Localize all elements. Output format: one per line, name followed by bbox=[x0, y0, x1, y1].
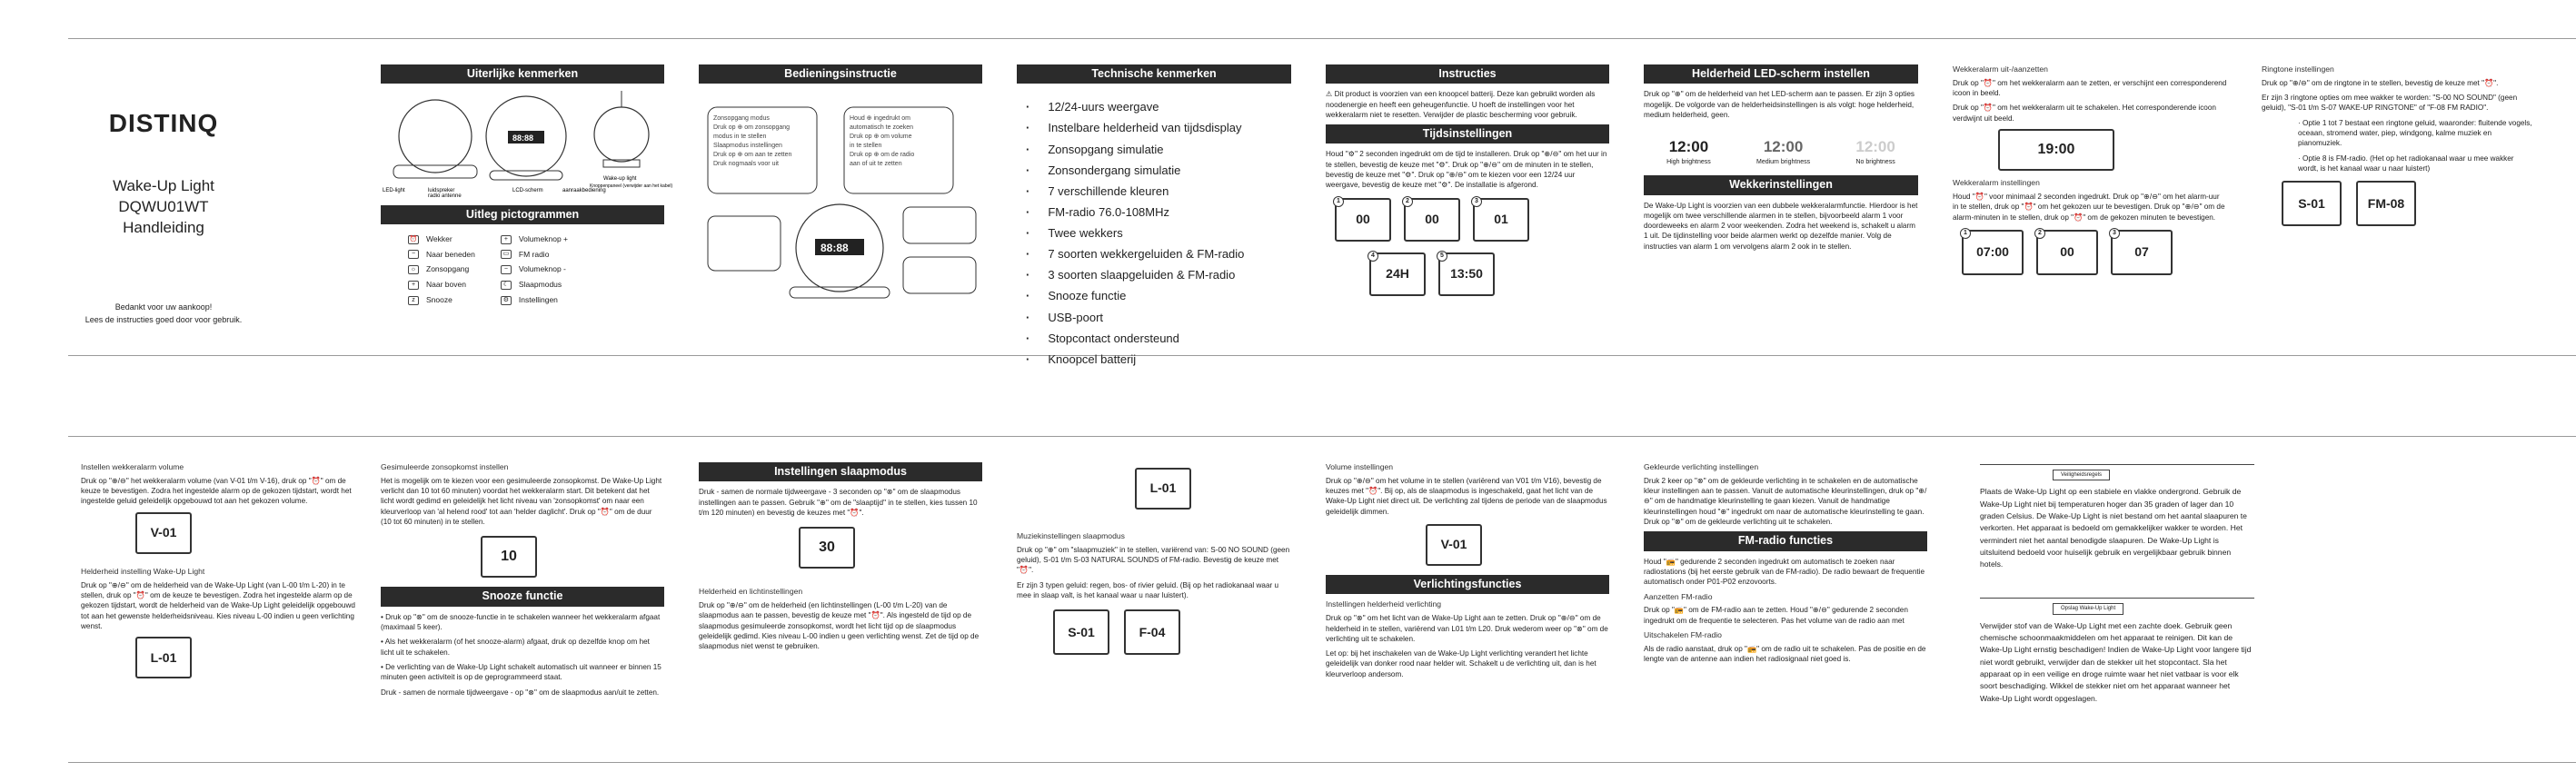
fm-on-title: Aanzetten FM-radio bbox=[1644, 591, 1713, 601]
svg-text:Druk nogmaals voor uit: Druk nogmaals voor uit bbox=[713, 161, 779, 168]
safety-tag: Veiligheidsregels bbox=[2053, 470, 2110, 480]
alarm-toggle-panel bbox=[1940, 39, 2240, 355]
legend-label: FM radio bbox=[518, 249, 550, 259]
lcd-screen: 1 07:00 bbox=[1962, 230, 2024, 275]
volume-alarm-panel bbox=[68, 437, 377, 762]
product-model: Wake-Up Light DQWU01WT bbox=[113, 176, 214, 215]
tech-item: · Zonsopgang simulatie bbox=[1026, 139, 1291, 160]
alarm-volume-text: Druk op "⊕/⊖" het wekkeralarm volume (van V-01 t/m V-16), druk op "⏰" om de keuze te bevestigen. Zodra het ingestelde alarm op de gekozen tijdstart, wordt het ingestelde geluid geleidelijk opgebouwd tot aan het gekozen volume. bbox=[81, 476, 352, 506]
alarm-set-screens bbox=[1962, 230, 2227, 275]
brightness-time: 12:00 bbox=[1668, 138, 1709, 156]
lcd-value: 10 bbox=[501, 549, 517, 565]
sunrise-text: Het is mogelijk om te kiezen voor een gesimuleerde zonsopkomst. De Wake-Up Light verlicht dan 10 tot 60 minuten) voordat het wekkeralarm start. Dit betekent dat het licht wordt gedimd en geleidelijk het licht niveau van 'zonsopkomst' om naar een kleurverloop van 'al helend rood' tot aan 'helder daglicht'. Druk op "⏰" om de duur (10 tot 60 minuten) in te stellen. bbox=[381, 476, 662, 527]
radio-icon: ▭ bbox=[501, 250, 512, 259]
lcd-screen bbox=[799, 527, 855, 569]
lcd-value: L-01 bbox=[150, 649, 177, 665]
lcd-value: 30 bbox=[819, 539, 835, 556]
svg-text:88:88: 88:88 bbox=[512, 134, 534, 144]
led-title: Helderheid LED-scherm instellen bbox=[1644, 64, 1918, 84]
tech-item: · USB-poort bbox=[1026, 307, 1291, 328]
color-light-text: Druk 2 keer op "⊗" om de gekleurde verlichting in te schakelen en de automatische kleur instellingen aan te passen. Vanuit de automatische kleurinstellingen, druk op "⊕/⊖" om de handmatige kleurinstelling te gaan kiezen. Vanuit de handmatige kleurinstellingen houd "⊕" ingedrukt om naar de automatische kleurinstelling te gaan. Druk op "⊗" om de gekleurde verlichting uit te schakelen. bbox=[1644, 476, 1927, 527]
fm-text: Houd "📻" gedurende 2 seconden ingedrukt om automatisch te zoeken naar radiostations (bij het eerste gebruik van de FM-radio). De radio bewaart de frequentie automatisch onder P01-P02 enzovoorts. bbox=[1644, 557, 1925, 587]
svg-text:Druk op ⊕ om zonsopgang: Druk op ⊕ om zonsopgang bbox=[713, 124, 791, 132]
legend-row bbox=[408, 234, 475, 245]
tech-item: · Stopcontact ondersteund bbox=[1026, 328, 1291, 349]
lcd-value: 07 bbox=[2134, 244, 2149, 260]
product-name bbox=[81, 176, 246, 239]
legend-label: Naar boven bbox=[426, 279, 466, 289]
volume-screen-wrap bbox=[1426, 524, 1609, 566]
light-functions-text: Druk op "⊗" om het licht van de Wake-Up Light aan te zetten. Druk op "⊕/⊖" om de helderheid in te stellen, variërend van L01 t/m L20. Druk wederom weer op "⊗" om de verlichting uit te schakelen. bbox=[1326, 614, 1608, 643]
ringtone-option1: · Optie 1 tot 7 bestaat een ringtone geluid, waaronder: fluitende vogels, oceaan, stromend water, piep, windgong, kalme muziek en pianomuziek. bbox=[2298, 118, 2532, 148]
ringtone-screens bbox=[2282, 181, 2536, 226]
operation-diagram bbox=[699, 89, 982, 307]
ringtone-text2: Er zijn 3 ringtone opties om mee wakker te worden: "S-00 NO SOUND" (geen geluid), "S-01 t/m S-07 WAKE-UP RINGTONE" of "F-08 FM RADIO". bbox=[2262, 94, 2518, 113]
sleep-icon: ☾ bbox=[501, 281, 512, 290]
brightness-caption: Medium brightness bbox=[1755, 158, 1811, 165]
ringtone-title: Ringtone instellingen bbox=[2262, 64, 2334, 74]
volume-down-icon: − bbox=[501, 265, 512, 274]
fm-title: FM-radio functies bbox=[1644, 531, 1927, 550]
time-text: Houd "⚙" 2 seconden ingedrukt om de tijd te installeren. Druk op "⊕/⊖" om het uur in te stellen, bevestig de keuze met "⚙". Druk op "⊕/⊖" om de minuten in te stellen, bevestig de keuze met "⚙". Druk op "⊕/⊖" om te kiezen voor een 12/24 uur weergave, bevestig de keuze met "⚙". De installatie is afgerond. bbox=[1326, 150, 1607, 190]
lcd-screen: 2 00 bbox=[1404, 198, 1460, 242]
lcd-screen bbox=[481, 536, 537, 578]
safety-box bbox=[1980, 464, 2254, 570]
sleep-title: Instellingen slaapmodus bbox=[699, 462, 982, 481]
lcd-value: L-01 bbox=[1149, 480, 1177, 496]
brand-logo: DISTINQ bbox=[108, 109, 219, 137]
external-features-title: Uiterlijke kenmerken bbox=[381, 64, 664, 84]
legend-row bbox=[501, 250, 568, 261]
alarm-set-title: Wekkeralarm instellingen bbox=[1953, 178, 2040, 188]
manual-sheet-back bbox=[68, 436, 2576, 763]
svg-text:Druk op ⊕ om aan te zetten: Druk op ⊕ om aan te zetten bbox=[713, 152, 792, 159]
label-speaker: luidspreker bbox=[428, 188, 455, 194]
safety-panel bbox=[1967, 437, 2267, 762]
fm-on-text: Druk op "📻" om de FM-radio aan te zetten. Houd "⊕/⊖" gedurende 2 seconden ingedrukt om de frequentie te selecteren. Pas het volume van de radio aan met bbox=[1644, 606, 1908, 625]
svg-text:aan of uit te zetten: aan of uit te zetten bbox=[850, 161, 902, 168]
svg-text:Houd ⊕ ingedrukt om: Houd ⊕ ingedrukt om bbox=[850, 115, 910, 123]
storage-text: Verwijder stof van de Wake-Up Light met een zachte doek. Gebruik geen chemische schoonmaakmiddelen om het apparaat te reinigen. Dit kan de Wake-Up Light ernstig beschadigen! Indien de Wake-Up Light voor langere tijd niet wordt gebruikt, verwijder dan de stekker uit het stopcontact. Sla het apparaat op in een veilige en droge ruimte waar het niet vatbaar is voor elk soort beschadiging. Wikkel de stekker niet om het apparaat wanneer het Wake-Up Light wordt opgeslagen. bbox=[1980, 620, 2252, 703]
legend-label: Instellingen bbox=[518, 294, 558, 304]
brightness-high bbox=[1666, 136, 1711, 166]
legend-row bbox=[501, 234, 568, 245]
brightness-examples bbox=[1644, 136, 1918, 166]
brightness-caption: High brightness bbox=[1666, 158, 1711, 165]
lcd-screen: 2 00 bbox=[2036, 230, 2098, 275]
legend-label: Naar beneden bbox=[426, 249, 475, 259]
legend-label: Volumeknop + bbox=[518, 233, 568, 243]
sleep-music-screens bbox=[1053, 609, 1291, 655]
lcd-value: 00 bbox=[1425, 212, 1439, 227]
legend-label: Snooze bbox=[426, 294, 453, 304]
sleep-light-title: Helderheid en lichtinstellingen bbox=[699, 587, 803, 597]
label-touch: aanraakbediening bbox=[562, 188, 606, 194]
legend-row bbox=[501, 264, 568, 275]
snooze-text4: Druk - samen de normale tijdweergave - op "⊗" om de slaapmodus aan/uit te zetten. bbox=[381, 688, 660, 697]
lcd-value: 07:00 bbox=[1976, 244, 2009, 260]
brightness-time: 12:00 bbox=[1855, 138, 1895, 156]
lcd-screen bbox=[135, 637, 192, 678]
brightness-caption: No brightness bbox=[1855, 158, 1895, 165]
instructions-text: ⚠ Dit product is voorzien van een knoopcel batterij. Deze kan gebruikt worden als noodenergie en heeft een geheugenfunctie. U hoeft de instellingen voor het wekkeralarm niet te resetten. Verwijder de plastic bescherming voor gebruik. bbox=[1326, 90, 1596, 119]
light-functions-text2: Let op: bij het inschakelen van de Wake-Up Light verlichting verandert het lichte geleidelijk van donker rood naar helder wit. Schakelt u de verlichting uit, dan is het kleurverloop andersom. bbox=[1326, 649, 1596, 678]
safety-text: Plaats de Wake-Up Light op een stabiele en vlakke ondergrond. Gebruik de Wake-Up Light niet bij temperaturen hoger dan 35 graden of lager dan 10 graden Celsius. De Wake-Up Light is niet bestand om het aantal slaapuren te verkorten. Het apparaat is bedoeld om gemakkelijker wakker te worden. Het vermindert niet het aantal benodigde slaapuren. De Wake-Up Light is uitsluitend bedoeld voor huiselijk gebruik en vergelijkbaar gebruik binnen hotels. bbox=[1980, 487, 2247, 569]
svg-text:Druk op ⊕ om volume: Druk op ⊕ om volume bbox=[850, 134, 912, 141]
tech-item: · Snooze functie bbox=[1026, 285, 1291, 306]
svg-text:Zonsopgang modus: Zonsopgang modus bbox=[713, 115, 770, 123]
tech-item: · Knoopcel batterij bbox=[1026, 349, 1291, 370]
settings-icon: ⚙ bbox=[501, 296, 512, 305]
legend-row bbox=[408, 280, 475, 291]
lcd-screen bbox=[2356, 181, 2416, 226]
alarm-set-text: Houd "⏰" voor minimaal 2 seconden ingedrukt. Druk op "⊕/⊖" om het alarm-uur in te stellen, druk op "⏰" om het gekozen uur te bevestigen. Druk op "⊕/⊖" om de alarm-minuten in te stellen, druk op "⏰" om de gekozen minuten te bevestigen. bbox=[1953, 192, 2225, 222]
thanks-line-2: Lees de instructies goed door voor gebruik. bbox=[85, 314, 243, 324]
storage-box bbox=[1980, 598, 2254, 704]
sunrise-panel bbox=[368, 437, 677, 762]
legend-label: Volumeknop - bbox=[518, 264, 566, 274]
lcd-screen bbox=[1998, 129, 2114, 171]
tech-item: · 12/24-uurs weergave bbox=[1026, 96, 1291, 117]
svg-text:modus in te stellen: modus in te stellen bbox=[713, 134, 767, 141]
led-panel bbox=[1631, 39, 1931, 355]
lcd-screen: 3 07 bbox=[2111, 230, 2173, 275]
external-features-panel bbox=[368, 39, 677, 355]
alarm-toggle-screen-wrap bbox=[1998, 129, 2227, 171]
lcd-value: F-04 bbox=[1139, 624, 1166, 639]
brightness-setting-screen-wrap bbox=[135, 637, 364, 678]
storage-tag: Opslag Wake-Up Light bbox=[2053, 603, 2123, 614]
svg-text:88:88: 88:88 bbox=[821, 242, 849, 255]
ringtone-option2: · Optie 8 is FM-radio. (Het op het radiokanaal waar u mee wakker wordt, is het kanaal waar u naar luistert) bbox=[2298, 153, 2514, 173]
time-title: Tijdsinstellingen bbox=[1326, 124, 1609, 144]
volume-title: Volume instellingen bbox=[1326, 462, 1394, 471]
lcd-value: 01 bbox=[1494, 212, 1508, 227]
lcd-screen bbox=[135, 512, 192, 554]
svg-text:automatisch te zoeken: automatisch te zoeken bbox=[850, 124, 914, 132]
snooze-text3: • De verlichting van de Wake-Up Light schakelt automatisch uit wanneer er binnen 15 minuten geen activiteit is op de geprogrammeerd staat. bbox=[381, 662, 661, 682]
alarm-volume-screen-wrap bbox=[135, 512, 364, 554]
legend-label: Zonsopgang bbox=[426, 264, 470, 274]
sleep-music-title: Muziekinstellingen slaapmodus bbox=[1017, 531, 1125, 540]
legend-label: Wekker bbox=[426, 233, 453, 243]
tech-item: · Instelbare helderheid van tijdsdisplay bbox=[1026, 117, 1291, 138]
lcd-value: 00 bbox=[2060, 244, 2074, 260]
tech-item: · Zonsondergang simulatie bbox=[1026, 160, 1291, 181]
sunrise-title: Gesimuleerde zonsopkomst instellen bbox=[381, 462, 509, 471]
alarm-toggle-title: Wekkeralarm uit-/aanzetten bbox=[1953, 64, 2048, 74]
lcd-value: 13:50 bbox=[1450, 266, 1483, 282]
sleep-panel bbox=[686, 437, 995, 762]
lcd-value: V-01 bbox=[1440, 537, 1467, 552]
sleep-light-text: Druk op "⊕/⊖" om de helderheid (en lichtinstellingen (L-00 t/m L-20) van de slaapmodus aan te passen, bevestig de keuze met "⏰". Als ingesteld de tijd op de slaapmodus gesimuleerde zonsopkomst, wordt het licht tijd op de slaapmodus geleidelijk gedimd. Kies niveau L-00 indien u geen verlichting wenst. Zet de tijd op de slaapmodus niet wenst te gebruiken. bbox=[699, 601, 980, 651]
volume-up-icon: + bbox=[501, 235, 512, 244]
lcd-value: 00 bbox=[1356, 212, 1370, 227]
lcd-value: S-01 bbox=[2298, 195, 2325, 211]
label-lcd: LCD-scherm bbox=[512, 188, 543, 194]
lcd-value: FM-08 bbox=[2367, 195, 2405, 211]
instructions-title: Instructies bbox=[1326, 64, 1609, 84]
legend-row bbox=[408, 264, 475, 275]
lcd-screen: 3 01 bbox=[1473, 198, 1529, 242]
brightness-setting-title: Helderheid instelling Wake-Up Light bbox=[81, 566, 205, 576]
ringtone-text1: Druk op "⊕/⊖" om de ringtone in te stellen, bevestig de keuze met "⏰". bbox=[2262, 78, 2499, 87]
ringtone-panel bbox=[2249, 39, 2549, 355]
svg-text:in te stellen: in te stellen bbox=[850, 143, 882, 150]
time-screens-row1 bbox=[1335, 198, 1609, 242]
cover-panel bbox=[68, 39, 259, 355]
icons-title: Uitleg pictogrammen bbox=[381, 205, 664, 224]
sleep-light-screen-wrap bbox=[1135, 468, 1291, 510]
lcd-screen bbox=[1135, 468, 1191, 510]
legend-label: Slaapmodus bbox=[518, 279, 562, 289]
manual-label: Handleiding bbox=[123, 218, 204, 236]
operation-panel bbox=[686, 39, 995, 355]
down-arrow-icon: − bbox=[408, 250, 419, 259]
thanks-text bbox=[81, 302, 246, 326]
fm-off-text: Als de radio aanstaat, druk op "📻" om de radio uit te schakelen. Pas de positie en de lengte van de antenne aan indien het radiosignaal niet goed is. bbox=[1644, 644, 1926, 664]
lcd-screen bbox=[1426, 524, 1482, 566]
tech-item: · FM-radio 76.0-108MHz bbox=[1026, 202, 1291, 223]
lcd-screen: 4 24H bbox=[1369, 252, 1426, 296]
lcd-value: V-01 bbox=[150, 525, 177, 540]
sleep-screen-wrap bbox=[799, 527, 982, 569]
brightness-none bbox=[1855, 136, 1895, 166]
legend-row bbox=[501, 295, 568, 306]
lcd-value: 24H bbox=[1386, 266, 1409, 282]
lcd-screen: 1 00 bbox=[1335, 198, 1391, 242]
snooze-title: Snooze functie bbox=[381, 587, 664, 606]
icon-legend-left bbox=[408, 230, 475, 311]
lcd-value: 19:00 bbox=[2037, 142, 2075, 158]
lcd-screen bbox=[1053, 609, 1109, 655]
sunrise-screen-wrap bbox=[481, 536, 664, 578]
legend-row bbox=[501, 280, 568, 291]
brightness-time: 12:00 bbox=[1763, 138, 1804, 156]
brightness-setting-text: Druk op "⊕/⊖" om de helderheid van de Wake-Up Light (van L-00 t/m L-20) in te stellen, druk op "⏰" om de keuze te bevestigen. Zodra het ingestelde alarm op de gekozen tijdstart, wordt de helderheid van de Wake-Up Light geleidelijk opgebouwd tot aan het gewenste helderheidsniveau. Kies niveau L-00 indien u geen verlichting wenst. bbox=[81, 580, 355, 630]
sleep-music-panel bbox=[1004, 437, 1304, 762]
sleep-music-text2: Er zijn 3 typen geluid: regen, bos- of rivier geluid. (Bij op het radiokanaal waar u mee in slaap valt, is het kanaal waar u naar luistert). bbox=[1017, 580, 1279, 600]
icon-legend-right bbox=[501, 230, 568, 311]
tech-item: · 7 verschillende kleuren bbox=[1026, 181, 1291, 202]
snooze-text2: • Als het wekkeralarm (of het snooze-alarm) afgaat, druk op dezelfde knop om het licht uit te schakelen. bbox=[381, 638, 650, 657]
alarm-toggle-text1: Druk op "⏰" om het wekkeralarm aan te zetten, er verschijnt een corresponderend icoon in beeld. bbox=[1953, 78, 2227, 98]
snooze-text1: • Druk op "⊗" om de snooze-functie in te schakelen wanneer het wekkeralarm afgaat (maximaal 5 keer). bbox=[381, 612, 661, 631]
tech-list bbox=[1017, 96, 1291, 370]
alarm-text: De Wake-Up Light is voorzien van een dubbele wekkeralarmfunctie. Hierdoor is het mogelijk om twee verschillende alarmen in te stellen, bijvoorbeeld alarm 1 voor doordeweeks en alarm 2 voor weekenden. Zodra het weekend is, schakelt u alarm 1 uit. De tijdinstelling voor beide alarmen werkt op dezelfde manier. Volg de instructies van alarm 1 om vervolgens alarm 2 ook in te stellen. bbox=[1644, 201, 1918, 251]
manual-sheet-front bbox=[68, 38, 2576, 366]
tech-item: · 3 soorten slaapgeluiden & FM-radio bbox=[1026, 264, 1291, 285]
fm-off-title: Uitschakelen FM-radio bbox=[1644, 630, 1722, 640]
color-fm-panel bbox=[1631, 437, 1940, 762]
svg-text:Slaapmodus instellingen: Slaapmodus instellingen bbox=[713, 143, 782, 150]
device-illustration bbox=[381, 89, 673, 200]
instructions-panel bbox=[1313, 39, 1622, 355]
sunrise-icon: ☼ bbox=[408, 265, 419, 274]
svg-text:Druk op ⊕ om de radio: Druk op ⊕ om de radio bbox=[850, 152, 915, 159]
tech-item: · Twee wekkers bbox=[1026, 223, 1291, 243]
volume-panel bbox=[1313, 437, 1622, 762]
alarm-volume-title: Instellen wekkeralarm volume bbox=[81, 462, 184, 471]
operation-title: Bedieningsinstructie bbox=[699, 64, 982, 84]
lcd-screen bbox=[1124, 609, 1180, 655]
label-wakeup: Wake-up light bbox=[603, 176, 637, 183]
alarm-toggle-text2: Druk op "⏰" om het wekkeralarm uit te schakelen. Het corresponderende icoon verdwijnt uit beeld. bbox=[1953, 104, 2216, 123]
sleep-text: Druk - samen de normale tijdweergave - 3 seconden op "⊗" om de slaapmodus instellingen aan te passen. Gebruik "⊕" om de "slaaptijd" in te stellen, kies tussen 10 t/m 120 minuten) en bevestig de keuzes met "⏰". bbox=[699, 488, 978, 517]
time-screens-row2 bbox=[1369, 252, 1609, 296]
alarm-clock-icon: ⏰ bbox=[409, 235, 418, 242]
color-light-title: Gekleurde verlichting instellingen bbox=[1644, 462, 1759, 471]
tech-item: · 7 soorten wekkergeluiden & FM-radio bbox=[1026, 243, 1291, 264]
snooze-icon: z bbox=[408, 296, 419, 305]
brightness-medium bbox=[1756, 136, 1810, 166]
legend-row bbox=[408, 295, 475, 306]
label-buttonpanel: Knoppenpaneel (verwijder aan het kabel) bbox=[590, 183, 673, 190]
label-antenna: radio antenne bbox=[428, 193, 462, 200]
label-led-light: LED-light bbox=[383, 188, 405, 194]
up-arrow-icon: + bbox=[408, 281, 419, 290]
legend-row bbox=[408, 250, 475, 261]
lcd-value: S-01 bbox=[1068, 624, 1095, 639]
lcd-screen: 5 13:50 bbox=[1438, 252, 1495, 296]
light-functions-sub: Instellingen helderheid verlichting bbox=[1326, 599, 1442, 609]
volume-text: Druk op "⊕/⊖" om het volume in te stellen (variërend van V01 t/m V16), bevestig de keuzes met "⏰". Bij op, als de slaapmodus is ingeschakeld, gaat het licht van de Wake-Up Light niet direct uit. De verlichting zal tijdens de periode van de slaapmodus geleidelijk dimmen. bbox=[1326, 476, 1607, 516]
icon-legend bbox=[381, 230, 664, 311]
tech-panel bbox=[1004, 39, 1304, 366]
tech-title: Technische kenmerken bbox=[1017, 64, 1291, 84]
led-text: Druk op "⊕" om de helderheid van het LED-scherm aan te passen. Er zijn 3 opties mogelijk. De volgorde van de helderheidsinstellingen is als volgt: hoge helderheid, medium helderheid, geen. bbox=[1644, 90, 1915, 119]
thanks-line-1: Bedankt voor uw aankoop! bbox=[114, 302, 213, 312]
sleep-music-text: Druk op "⊕" om "slaapmuziek" in te stellen, variërend van: S-00 NO SOUND (geen geluid), S-01 t/m S-03 NATURAL SOUNDS of FM-radio. Bevestig de keuze met "⏰". bbox=[1017, 545, 1290, 575]
lcd-screen bbox=[2282, 181, 2342, 226]
alarm-title: Wekkerinstellingen bbox=[1644, 175, 1918, 194]
light-functions-title: Verlichtingsfuncties bbox=[1326, 575, 1609, 594]
